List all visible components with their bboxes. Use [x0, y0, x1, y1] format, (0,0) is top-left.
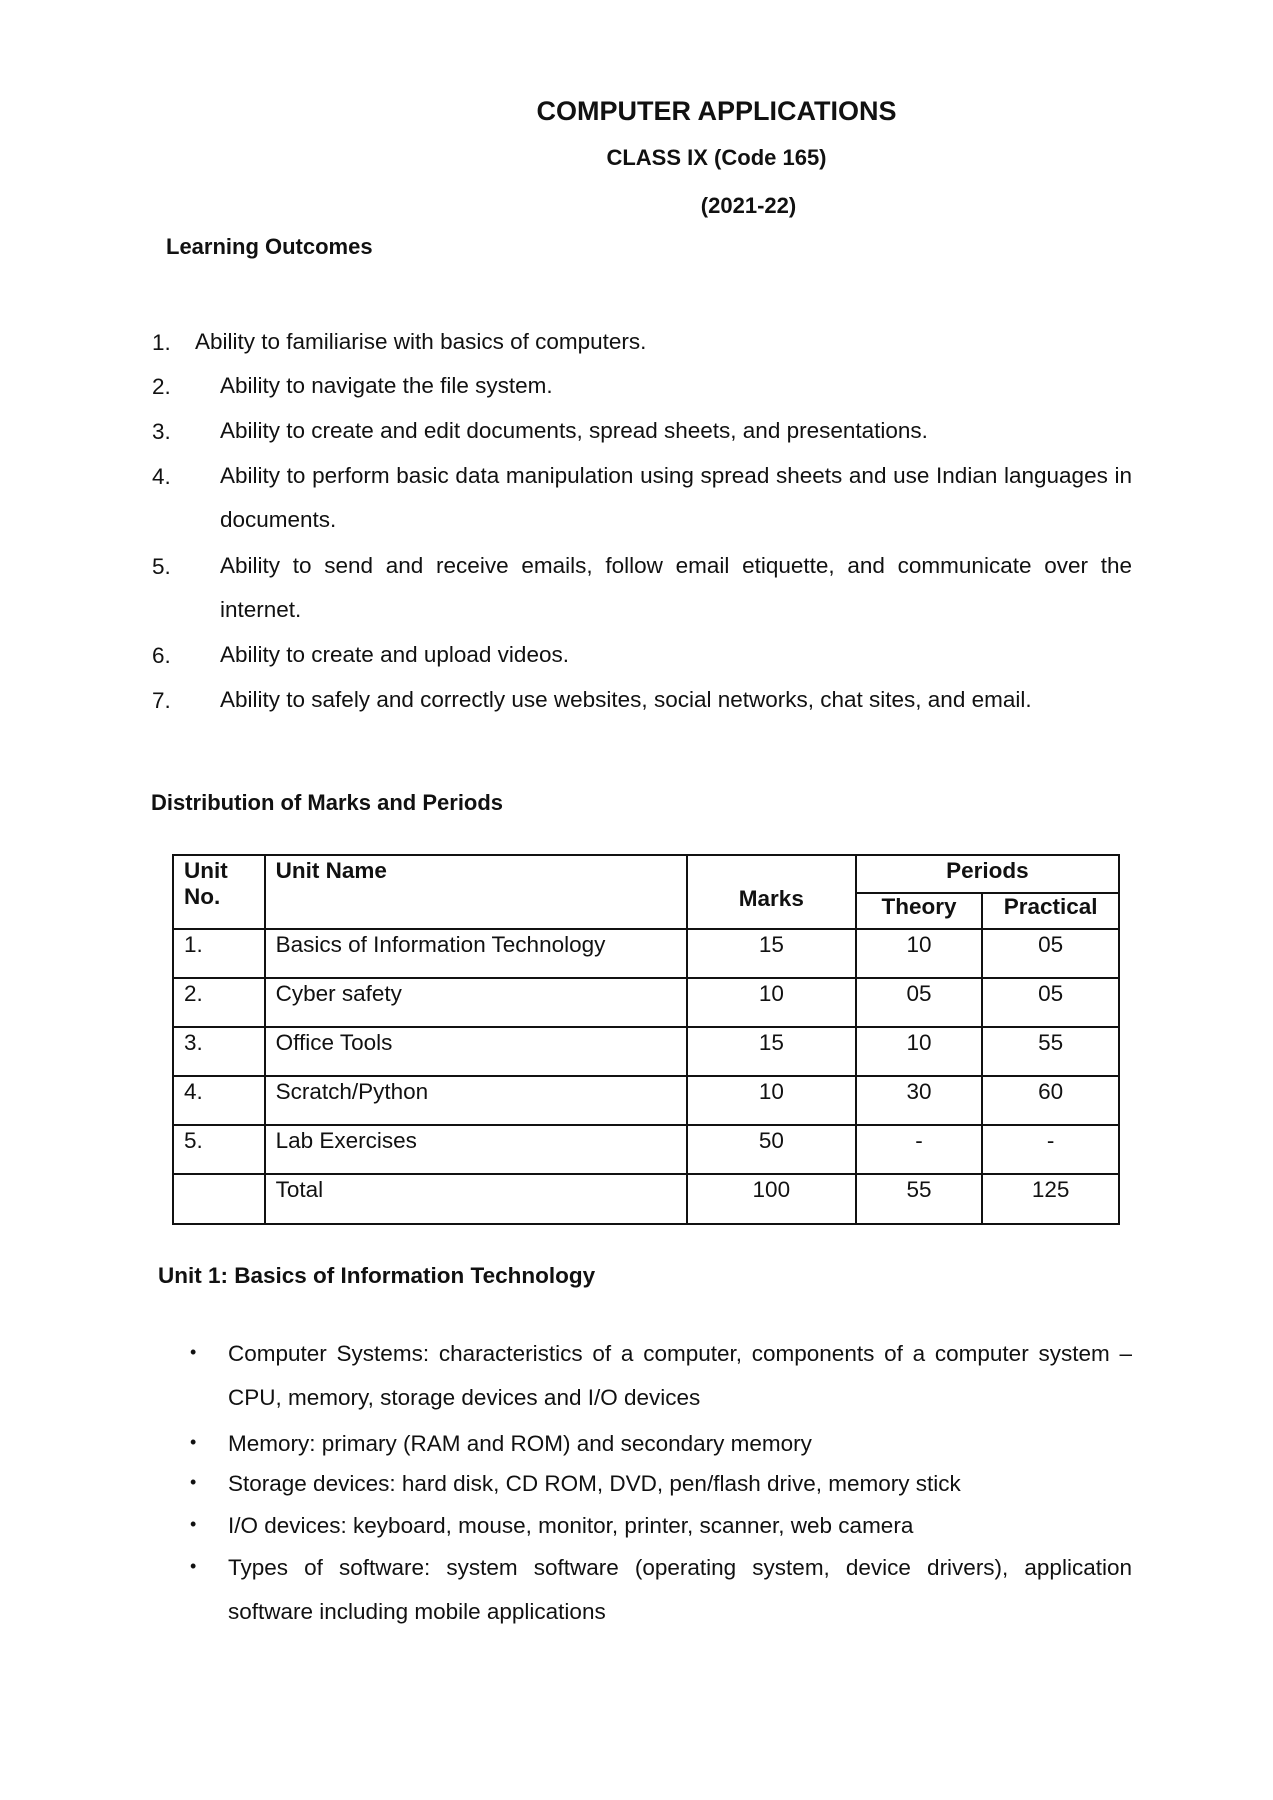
- marks-distribution-table: [172, 854, 1120, 1225]
- bullet-icon: •: [190, 1556, 197, 1576]
- cell-unit-no: 1.: [173, 929, 265, 978]
- academic-year: [0, 193, 1273, 219]
- header-unit-name: Unit Name: [265, 855, 687, 929]
- academic-year-text: (2021-22): [700, 193, 797, 218]
- outcome-text: Ability to safely and correctly use websites, social networks, chat sites, and email.: [220, 687, 1032, 712]
- cell-practical: 55: [982, 1027, 1119, 1076]
- cell-unit-name: Scratch/Python: [265, 1076, 687, 1125]
- cell-unit-no: 3.: [173, 1027, 265, 1076]
- document-title-text: COMPUTER APPLICATIONS: [536, 96, 897, 126]
- header-marks: Marks: [687, 855, 856, 929]
- header-theory: Theory: [856, 893, 983, 929]
- cell-unit-name: Lab Exercises: [265, 1125, 687, 1174]
- cell-marks: 10: [687, 978, 856, 1027]
- table-row: [173, 929, 1119, 978]
- cell-unit-name: Cyber safety: [265, 978, 687, 1027]
- cell-practical: 05: [982, 929, 1119, 978]
- outcome-text: Ability to create and edit documents, spread sheets, and presentations.: [220, 418, 928, 443]
- cell-unit-no: 4.: [173, 1076, 265, 1125]
- unit1-heading: Unit 1: Basics of Information Technology: [158, 1263, 596, 1288]
- topic-text: Computer Systems: characteristics of a computer, components of a computer system – CPU, memory, storage devices and I/O devices: [228, 1341, 1132, 1410]
- cell-unit-name: Basics of Information Technology: [265, 929, 687, 978]
- class-code: [0, 145, 1273, 171]
- outcome-text: Ability to navigate the file system.: [220, 373, 553, 398]
- cell-practical: 60: [982, 1076, 1119, 1125]
- bullet-icon: •: [190, 1472, 197, 1492]
- cell-theory: 55: [856, 1174, 983, 1224]
- table-row: [173, 1027, 1119, 1076]
- topic-text: Memory: primary (RAM and ROM) and secondary memory: [228, 1431, 812, 1456]
- outcome-text: Ability to familiarise with basics of computers.: [195, 329, 647, 354]
- cell-marks: 10: [687, 1076, 856, 1125]
- header-practical: Practical: [982, 893, 1119, 929]
- outcome-number: 3.: [152, 419, 171, 444]
- outcome-number: 2.: [152, 374, 171, 399]
- cell-unit-no: [173, 1174, 265, 1224]
- outcome-number: 1.: [152, 330, 171, 355]
- cell-practical: 05: [982, 978, 1119, 1027]
- topic-text: I/O devices: keyboard, mouse, monitor, printer, scanner, web camera: [228, 1513, 914, 1538]
- cell-theory: 10: [856, 1027, 983, 1076]
- cell-marks: 15: [687, 929, 856, 978]
- cell-theory: -: [856, 1125, 983, 1174]
- outcome-number: 4.: [152, 464, 171, 489]
- topic-text: Types of software: system software (operating system, device drivers), application software including mobile applications: [228, 1555, 1132, 1624]
- outcome-number: 6.: [152, 643, 171, 668]
- cell-theory: 05: [856, 978, 983, 1027]
- cell-marks: 50: [687, 1125, 856, 1174]
- cell-theory: 30: [856, 1076, 983, 1125]
- learning-outcomes-heading: Learning Outcomes: [166, 234, 373, 259]
- outcome-number: 7.: [152, 688, 171, 713]
- cell-practical: 125: [982, 1174, 1119, 1224]
- header-unit-no-line1: Unit: [184, 858, 228, 883]
- cell-marks: 15: [687, 1027, 856, 1076]
- outcome-text: Ability to send and receive emails, follow email etiquette, and communicate over the internet.: [220, 553, 1132, 622]
- header-unit-no: [173, 855, 265, 929]
- cell-unit-name: Office Tools: [265, 1027, 687, 1076]
- outcome-text: Ability to create and upload videos.: [220, 642, 569, 667]
- cell-unit-no: 5.: [173, 1125, 265, 1174]
- header-unit-no-line2: No.: [184, 884, 221, 909]
- cell-marks: 100: [687, 1174, 856, 1224]
- header-periods: Periods: [856, 855, 1119, 893]
- table-row: [173, 1125, 1119, 1174]
- distribution-heading: Distribution of Marks and Periods: [151, 790, 504, 815]
- outcome-number: 5.: [152, 554, 171, 579]
- table-row-total: [173, 1174, 1119, 1224]
- outcome-text: Ability to perform basic data manipulation using spread sheets and use Indian languages in documents.: [220, 463, 1132, 532]
- bullet-icon: •: [190, 1514, 197, 1534]
- table-row: [173, 1076, 1119, 1125]
- bullet-icon: •: [190, 1432, 197, 1452]
- bullet-icon: •: [190, 1342, 197, 1362]
- document-title: [0, 96, 1273, 127]
- class-code-text: CLASS IX (Code 165): [606, 145, 827, 170]
- cell-theory: 10: [856, 929, 983, 978]
- cell-unit-name: Total: [265, 1174, 687, 1224]
- cell-unit-no: 2.: [173, 978, 265, 1027]
- marks-table-body: [173, 929, 1119, 1224]
- topic-text: Storage devices: hard disk, CD ROM, DVD, pen/flash drive, memory stick: [228, 1471, 961, 1496]
- cell-practical: -: [982, 1125, 1119, 1174]
- table-row: [173, 978, 1119, 1027]
